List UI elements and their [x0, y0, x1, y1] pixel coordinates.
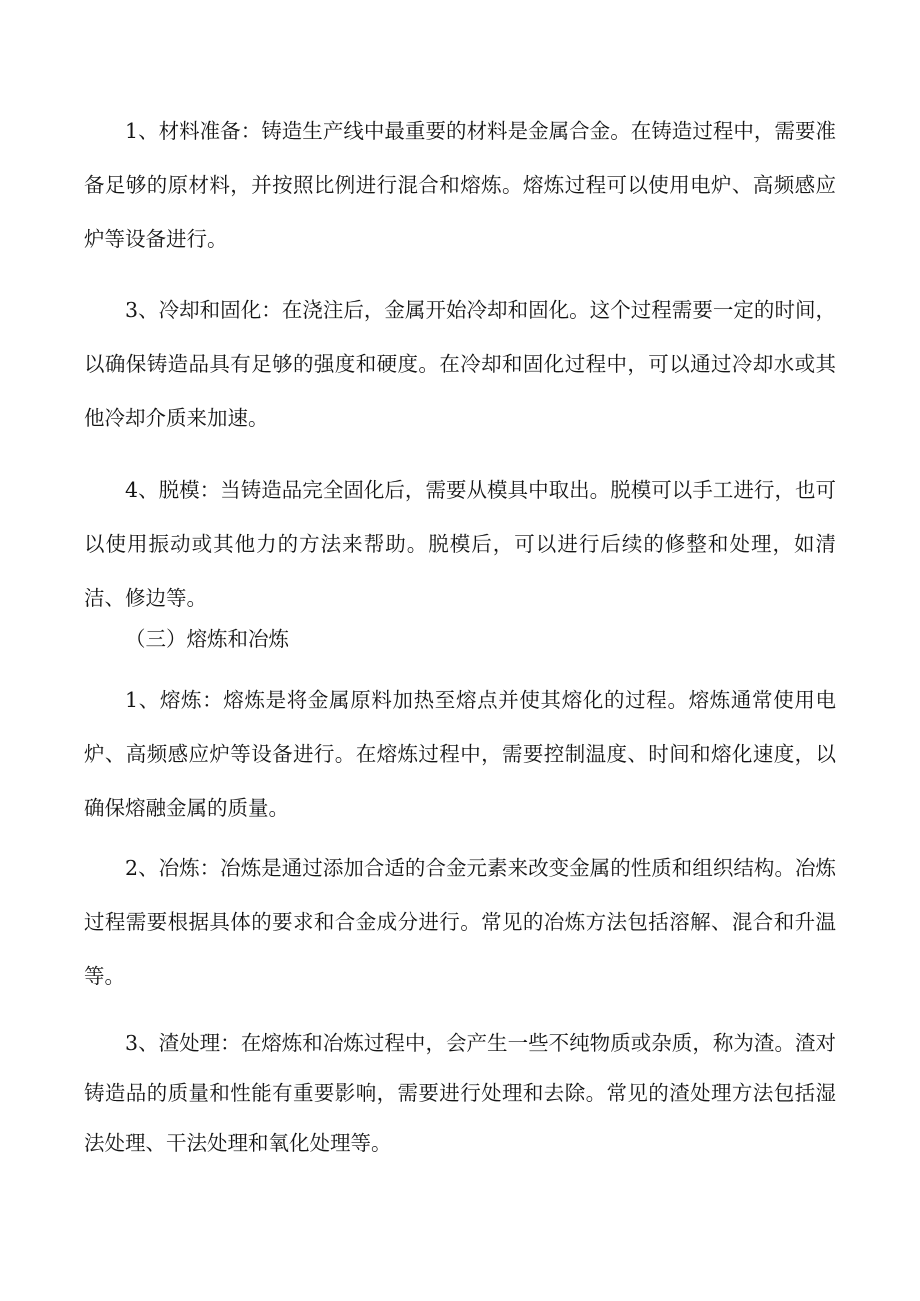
paragraph-demolding: 4、脱模：当铸造品完全固化后，需要从模具中取出。脱模可以手工进行，也可以使用振动或其他力的方法来帮助。脱模后，可以进行后续的修整和处理，如清洁、修边等。: [84, 478, 836, 610]
paragraph-smelting: 1、熔炼：熔炼是将金属原料加热至熔点并使其熔化的过程。熔炼通常使用电炉、高频感应炉等设备进行。在熔炼过程中，需要控制温度、时间和熔化速度，以确保熔融金属的质量。: [84, 688, 836, 820]
paragraph-refining: 2、冶炼：冶炼是通过添加合适的合金元素来改变金属的性质和组织结构。冶炼过程需要根据具体的要求和合金成分进行。常见的冶炼方法包括溶解、混合和升温等。: [84, 856, 836, 988]
paragraph-cooling-solidification: 3、冷却和固化：在浇注后，金属开始冷却和固化。这个过程需要一定的时间，以确保铸造品具有足够的强度和硬度。在冷却和固化过程中，可以通过冷却水或其他冷却介质来加速。: [84, 298, 836, 430]
section-heading: （三）熔炼和冶炼: [125, 627, 289, 651]
paragraph-slag-treatment: 3、渣处理：在熔炼和冶炼过程中，会产生一些不纯物质或杂质，称为渣。渣对铸造品的质量和性能有重要影响，需要进行处理和去除。常见的渣处理方法包括湿法处理、干法处理和氧化处理等。: [84, 1031, 836, 1155]
paragraph-material-preparation: 1、材料准备：铸造生产线中最重要的材料是金属合金。在铸造过程中，需要准备足够的原材料，并按照比例进行混合和熔炼。熔炼过程可以使用电炉、高频感应炉等设备进行。: [84, 119, 836, 251]
